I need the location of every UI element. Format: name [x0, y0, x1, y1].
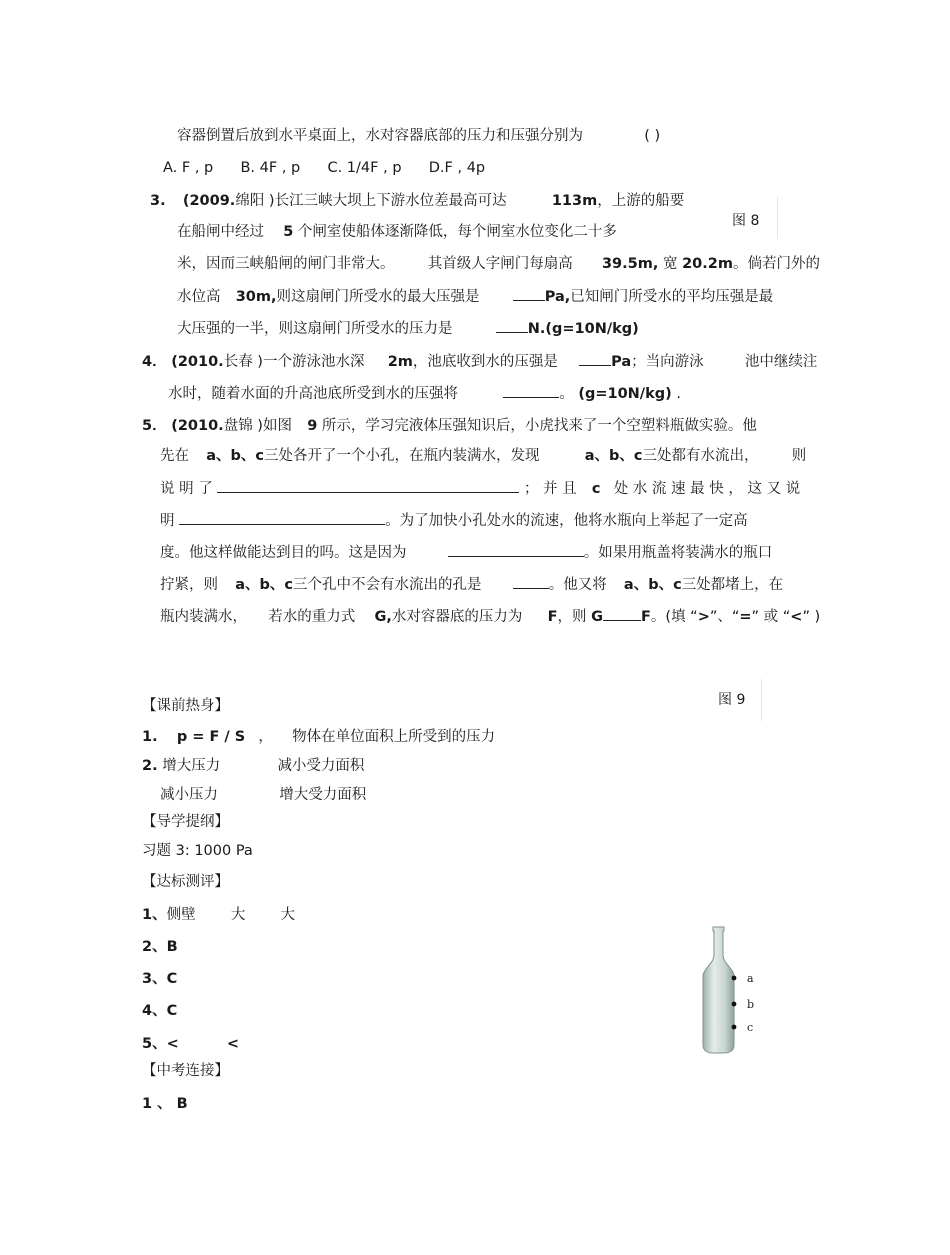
q5-blank-conclusion-1[interactable] [217, 478, 519, 493]
answer-text: 物体在单位面积上所受到的压力 [292, 729, 496, 745]
answer-exam-1: 1 、 B [142, 1096, 188, 1112]
q4-source-year: (2010. [171, 354, 224, 370]
q5-line-7 [160, 606, 820, 627]
q3-text: ，上游的船要 [597, 193, 685, 209]
q4-line-2 [168, 383, 681, 404]
q5-blank-hole[interactable] [513, 574, 549, 589]
q3-line-4 [177, 286, 773, 307]
q2-option-b: B. 4F , p [240, 160, 301, 176]
q5-text: 三处都堵上，在 [681, 577, 784, 593]
hole-c-label: c [747, 1021, 754, 1034]
q5-var-f: F [547, 609, 558, 625]
q5-text: 瓶内装满水， [160, 609, 247, 625]
section-guide-heading: 【导学提纲】 [142, 814, 229, 830]
q3-value-water-level: 30m, [235, 289, 277, 305]
q5-text: 明 [160, 513, 175, 529]
answer-text: < [226, 1036, 240, 1052]
answer-text: 5、< [142, 1036, 179, 1052]
q2-option-a: A. F , p [163, 160, 214, 176]
q3-value-height-diff: 113m [551, 193, 598, 209]
q5-symbol-gt: > [697, 609, 710, 625]
answer-warmup-2 [142, 756, 364, 776]
q5-text: ” ) [802, 609, 821, 625]
q3-unit-n: N.(g=10N/kg) [527, 321, 639, 337]
q5-text: 所示，学习完液体压强知识后，小虎找来了一个空塑料瓶做实验。他 [321, 418, 757, 434]
q5-text: 若水的重力式 [268, 609, 356, 625]
figure-9-label: 图 9 [718, 692, 746, 708]
q3-text: 其首级人字闸门每扇高 [427, 256, 573, 272]
pressure-formula: p = F / S [176, 729, 246, 745]
answer-guide: 习题 3: 1000 Pa [142, 843, 253, 859]
q2-answer-paren: ( ) [644, 128, 661, 144]
q3-text: 。倘若门外的 [732, 256, 820, 272]
q3-line-3 [177, 254, 820, 274]
q4-blank-pressure[interactable] [579, 351, 611, 366]
q4-text: 。 [559, 386, 574, 402]
q2-option-d: D.F , 4p [428, 160, 486, 176]
q4-text: . [676, 386, 681, 402]
q3-text: 水位高 [177, 289, 221, 305]
q3-text: 则这扇闸门所受水的最大压强是 [276, 289, 480, 305]
answer-number: 1、 [142, 907, 167, 923]
q5-text: 三个孔中不会有水流出的孔是 [292, 577, 482, 593]
q5-text: ； 并 且 [523, 481, 577, 497]
q4-source-city: 长春 ) [223, 354, 263, 370]
q5-hole-c: c [591, 481, 601, 497]
q3-source-city: 绵阳 ) [235, 193, 275, 209]
q5-line-6 [160, 574, 783, 595]
q5-var-g: G [591, 609, 603, 625]
q3-value-gate-height: 39.5m, [601, 256, 659, 272]
q4-number: 4． [142, 354, 167, 370]
answer-text: 增大受力面积 [279, 787, 367, 803]
q5-line-2 [160, 446, 806, 466]
q5-text: 处 水 流 速 最 快 ， 这 又 说 [613, 481, 801, 497]
q5-line-5 [160, 542, 772, 563]
answer-text: 增大压力 [162, 758, 221, 774]
answer-warmup-2b [160, 785, 366, 805]
q5-symbol-lt: < [790, 609, 803, 625]
answer-number: 2. [142, 758, 158, 774]
q5-text: 。(填 “ [650, 609, 698, 625]
q3-text: 大压强的一半，则这扇闸门所受水的压力是 [177, 321, 453, 337]
hole-b-label: b [747, 998, 755, 1011]
q5-text: 度。他这样做能达到目的吗。这是因为 [160, 545, 407, 561]
answer-eval-1 [142, 905, 295, 925]
q3-value-gate-width: 20.2m [682, 256, 733, 272]
answer-text: 大 [280, 907, 296, 923]
answer-text: 侧壁 [166, 907, 196, 923]
q5-source-city: 盘锦 ) [223, 418, 263, 434]
q5-text: 三处各开了一个小孔，在瓶内装满水，发现 [263, 448, 540, 464]
answer-eval-4: 4、C [142, 1003, 178, 1019]
q3-text: 宽 [662, 256, 678, 272]
q5-line-4 [160, 510, 748, 531]
q4-text: 池中继续注 [744, 354, 818, 370]
q5-var-f: F [641, 609, 651, 625]
q5-blank-compare[interactable] [603, 606, 641, 621]
q3-line-5 [177, 318, 639, 339]
q5-text: ” 或 “ [751, 609, 791, 625]
q5-text: 。他又将 [548, 577, 607, 593]
q5-symbol-eq: = [739, 609, 752, 625]
answer-text: 大 [230, 907, 246, 923]
hole-a-dot [732, 976, 737, 981]
q4-text: ，池底收到水的压强是 [412, 354, 558, 370]
q5-figure-ref: 9 [307, 418, 318, 434]
q4-line-1 [142, 351, 817, 372]
q5-var-g: G, [374, 609, 392, 625]
q5-text: 。为了加快小孔处水的流速，他将水瓶向上举起了一定高 [385, 513, 748, 529]
q5-source-year: (2010. [171, 418, 224, 434]
q4-gravity-note: (g=10N/kg) [578, 386, 672, 402]
q4-text: ；当向游泳 [631, 354, 704, 370]
q3-text: 在船闸中经过 [177, 224, 264, 240]
answer-number: 1. [142, 729, 158, 745]
q2-option-c: C. 1/4F , p [327, 160, 402, 176]
q4-value-depth: 2m [387, 354, 413, 370]
answer-separator: ， [258, 729, 273, 745]
answer-eval-2: 2、B [142, 939, 178, 955]
q5-holes-abc: a、b、c [235, 577, 293, 593]
q2-options [163, 158, 485, 178]
q4-text: 水时，随着水面的升高池底所受到水的压强将 [168, 386, 458, 402]
q3-value-chambers: 5 [283, 224, 294, 240]
q3-blank-force[interactable] [496, 318, 528, 333]
answer-text: 减小压力 [160, 787, 218, 803]
q5-text: ，则 [557, 609, 587, 625]
answer-eval-3: 3、C [142, 971, 178, 987]
q3-unit-pa: Pa, [544, 289, 571, 305]
q3-text: 米，因而三峡船闸的闸门非常大。 [177, 256, 395, 272]
q5-number: 5． [142, 418, 167, 434]
q5-holes-abc: a、b、c [623, 577, 682, 593]
q5-text: 则 [791, 448, 807, 464]
figure-8-divider [777, 197, 778, 239]
q5-text: 水对容器底的压力为 [391, 609, 523, 625]
q5-line-1 [142, 416, 757, 436]
q5-text: 如图 [262, 418, 292, 434]
q4-text: 一个游泳池水深 [262, 354, 365, 370]
answer-warmup-1 [142, 727, 495, 747]
bottle-body [703, 927, 734, 1053]
q3-text: 长江三峡大坝上下游水位差最高可达 [274, 193, 507, 209]
q4-unit-pa: Pa [611, 354, 632, 370]
q3-line-1 [150, 191, 684, 211]
q5-text: 拧紧，则 [160, 577, 218, 593]
q5-text: 。如果用瓶盖将装满水的瓶口 [583, 545, 773, 561]
q3-line-2 [177, 222, 617, 242]
q5-holes-abc: a、b、c [584, 448, 643, 464]
hole-a-label: a [747, 972, 754, 985]
q3-text: 个闸室使船体逐渐降低，每个闸室水位变化二十多 [297, 224, 617, 240]
q2-stem: 容器倒置后放到水平桌面上，水对容器底部的压力和压强分别为 [177, 128, 583, 144]
section-warmup-heading: 【课前热身】 [142, 698, 229, 714]
section-exam-heading: 【中考连接】 [142, 1063, 229, 1079]
q5-holes-abc: a、b、c [206, 448, 264, 464]
figure-8-label: 图 8 [732, 213, 760, 229]
answer-eval-5 [142, 1034, 239, 1054]
q3-number: 3. [150, 193, 166, 209]
q3-text: 已知闸门所受水的平均压强是最 [570, 289, 774, 305]
q5-text: 先在 [160, 448, 189, 464]
bottle-illustration [696, 925, 776, 1055]
q5-text: 说 明 了 [160, 481, 213, 497]
answer-text: 减小受力面积 [277, 758, 365, 774]
q3-blank-max-pressure[interactable] [513, 286, 545, 301]
q5-text: ”、“ [709, 609, 740, 625]
q4-blank-change[interactable] [503, 383, 559, 398]
q3-source-year: (2009. [182, 193, 236, 209]
hole-c-dot [732, 1025, 737, 1030]
q5-line-3 [160, 478, 800, 499]
section-eval-heading: 【达标测评】 [142, 874, 229, 890]
q5-text: 三处都有水流出， [642, 448, 759, 464]
q5-blank-reason[interactable] [448, 542, 584, 557]
figure-9-divider [761, 679, 762, 721]
q5-blank-conclusion-2[interactable] [179, 510, 385, 525]
hole-b-dot [732, 1002, 737, 1007]
q2-stem-line [177, 126, 660, 146]
